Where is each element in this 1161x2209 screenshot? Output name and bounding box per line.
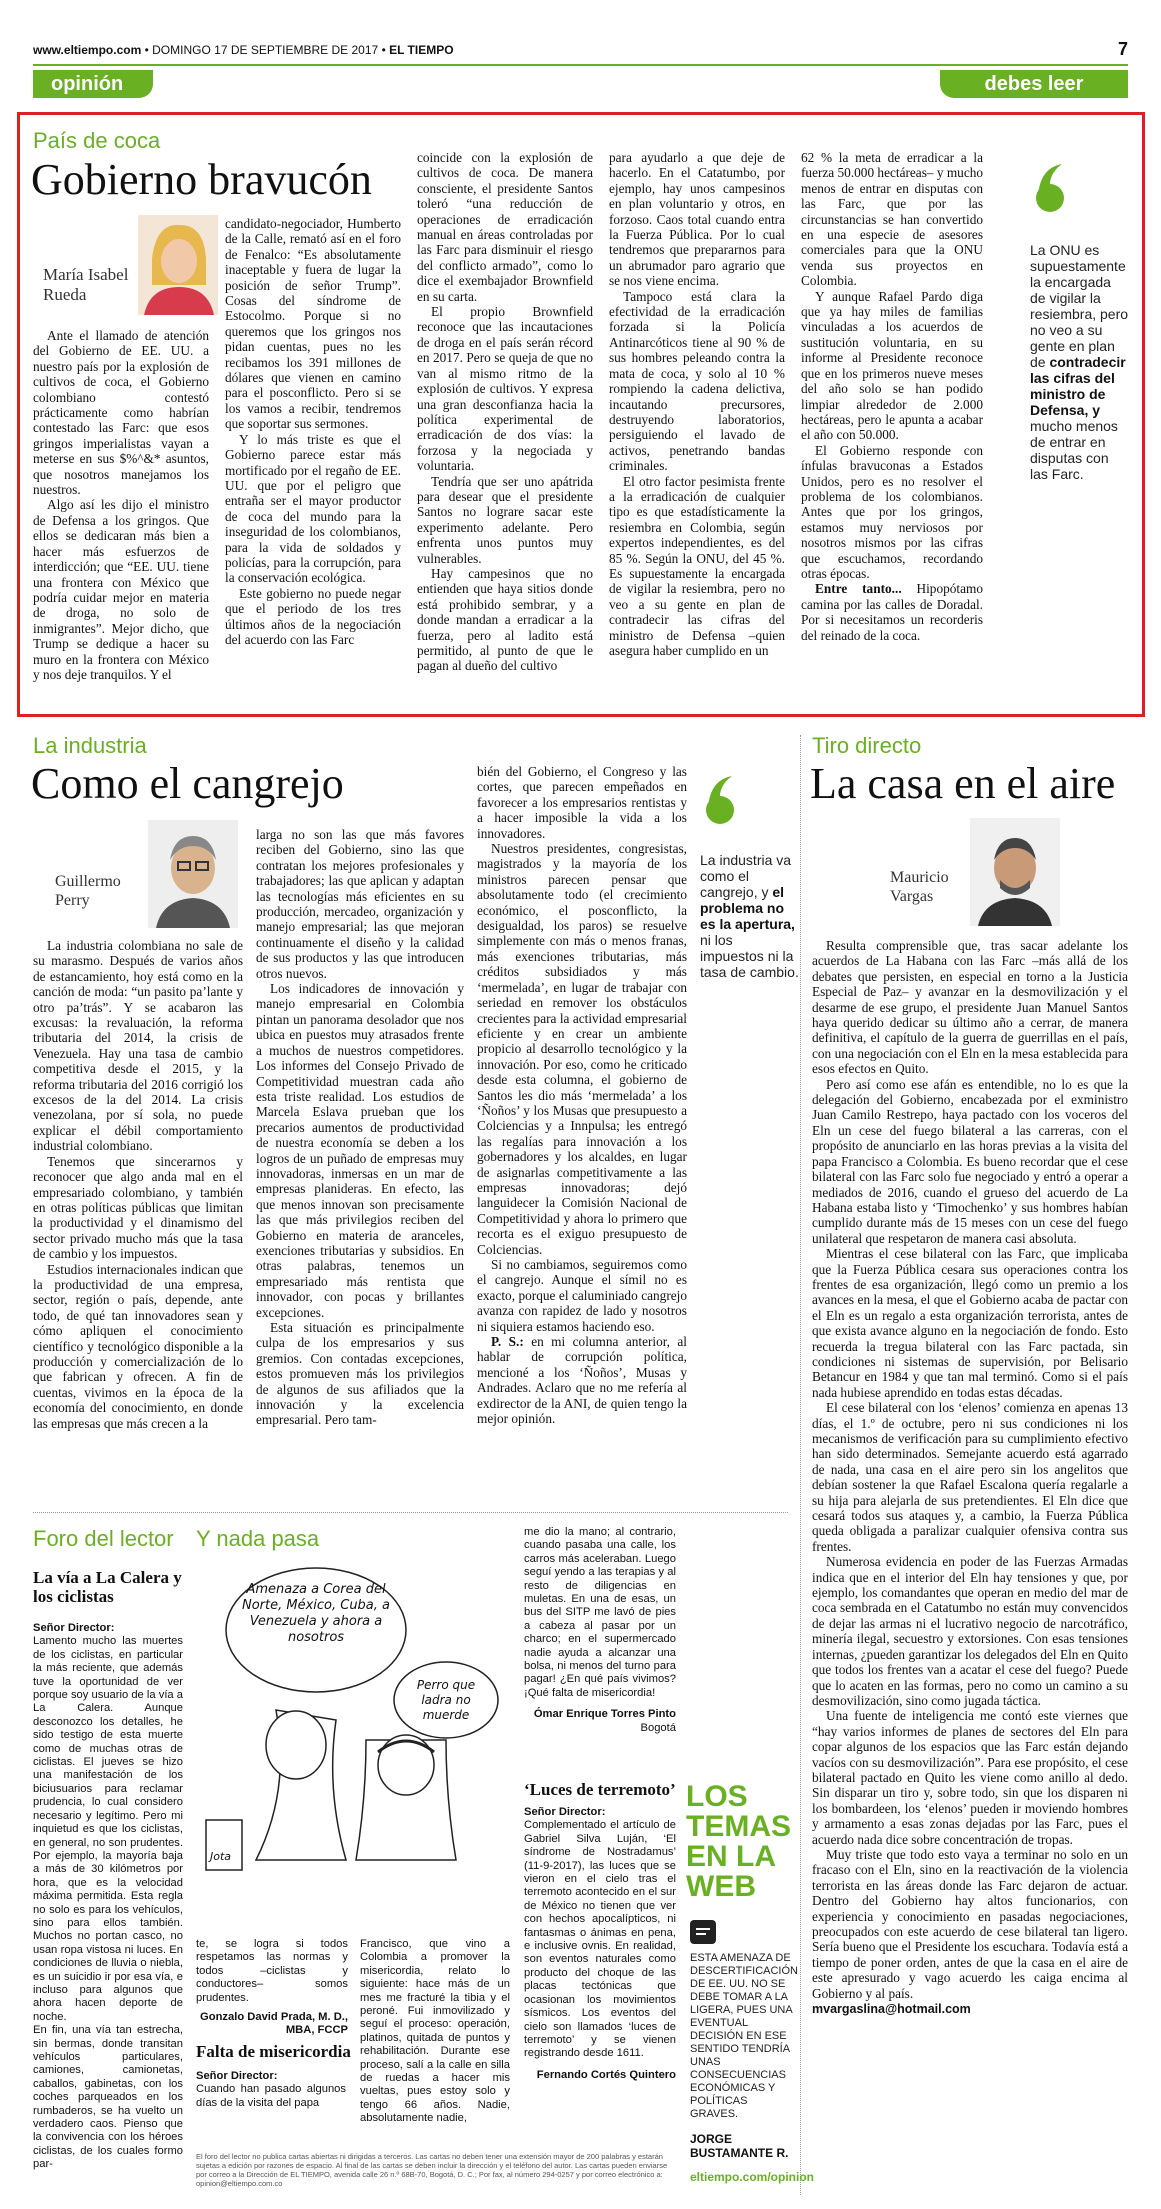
chat-icon: [690, 1920, 716, 1944]
cartoon-title: Y nada pasa: [196, 1526, 320, 1551]
article1-col1: Ante el llamado de atención del Gobierno de EE. UU. a nuestro país por la explosión de cultivos de coca, el Gobierno colombiano contestó prácticamente como habrían contestado las Farc: que esos gringos imperialistas vayan a meterse en sus $%^&* asuntos, que nosotros manejamos los nuestros. Algo así les dijo el ministro de Defensa a los gringos. Que ellos se dedicaran más bien a hacer más esfuerzos de interdicción; que “EE. UU. tiene una frontera con México que podría cuidar mejor en materia de droga, no solo de inmigrantes”. Mejor dicho, que Trump se dedique a hacer su muro en la frontera con México y nos deje tranquilos. Y el: [33, 328, 209, 682]
article1-title: Gobierno bravucón: [31, 155, 372, 204]
article1-pullquote: [1030, 160, 1130, 482]
foro-title: Foro del lector: [33, 1526, 174, 1551]
article3-body: Resulta comprensible que, tras sacar adelante los acuerdos de La Habana con las Farc –más allá de los debates que persisten, en especial en torno a la Justicia Especial de Paz– y avanzar en la desmovilización y el desarme de ese grupo, el presidente Juan Manuel Santos haya querido dedicar su último año a cerrar, de manera definitiva, el capítulo de la guerra de guerrillas en el país, con una negociación con el Eln en la mesa establecida para esos efectos en Quito. Pero así como ese afán es entendible, no lo es que la delegación del Gobierno, encabezada por el exministro Juan Camilo Restrepo, haya pactado con los voceros del Eln un cese del fuego bilateral a las carreras, con el propósito de anunciarlo en las horas previas a la visita del papa Francisco a Colombia. Es bueno recordar que el cese bilateral con las Farc solo fue negociado y entró a operar a mediados de 2016, cuando el grueso del acuerdo de La Habana estaba listo y ‘Timochenko’ y sus hombres habían cumplido durante más de 15 meses con un cese del fuego unilateral que respetaron de manera casi absoluta. Mientras el cese bilateral con las Farc, que implicaba que la Fuerza Pública cesara sus operaciones contra los frentes de esa organización, llegó como un premio a los avances en la mesa, el que el Gobierno acaba de pactar con el Eln es un regalo a esta organización terrorista, antes de que exista avance alguno en la negociación de fondo. Esto recuerda la tregua bilateral con las Farc pactada, sin condiciones ni sistemas de supervisión, por Belisario Betancur en 1984 y que tan mal terminó. Como si el país nada hubiese aprendido en todas estas décadas. El cese bilateral con los ‘elenos’ comienza en apenas 13 días, el 1.º de octubre, pero ni sus condiciones ni los mecanismos de verificación para su cumplimiento efectivo han sido determinados. Semejante acuerdo está agarrado de nada, una casa en el aire pero sin los angelitos que debían sostener la que Rafael Escalona quería regalarle a su hija para alejarla de sus pretendientes. El Eln dice que cesará todos sus ataques y, a cambio, la Fuerza Pública queda obligada a paralizar cualquier ofensiva contra sus frentes. Numerosa evidencia en poder de las Fuerzas Armadas indica que en el interior del Eln hay tensiones y que, por ejemplo, los comandantes que operan en medio del mar de coca sembrada en el Catatumbo no están muy convencidos de dejar las armas ni el lucrativo negocio de narcotráfico, minería ilegal, secuestro y extorsiones. Con esas tensiones internas, ¿pueden garantizar los delegados del Eln en Quito que todos los frentes van a acatar el cese del fuego? Puede que lo acaten en las formas, pero no como un camino a su desmovilización, sino como jugada táctica. Una fuente de inteligencia me contó este viernes que “hay varios informes de planes de sectores del Eln para copar algunos de los espacios que las Farc están dejando vacíos con su desmovilización”. Para ese propósito, el cese bilateral pactado en Quito les viene como anillo al dedo. Sin disparar un tiro y, sobre todo, sin que los disparen ni los bombardeen, los ‘elenos’ pueden ir moviendo hombres y armamento a esas zonas dejadas por las Farc, pues el acuerdo nada dice sobre concentración de tropas. Muy triste que todo esto vaya a terminar no solo en un fracaso con el Eln, sino en la reactivación de la violencia terrorista en las áreas donde las Farc dejaron de actuar. Dentro del Gobierno hay altos funcionarios, con experiencia y conocimiento en pasadas negociaciones, preocupados con este acuerdo de cese bilateral tan ligero. Sería bueno que el Presidente los escuchara. Todavía está a tiempo de poner orden, antes de que la casa en el aire de este apresurado y vago acuerdo les caiga encima al Gobierno y al país. mvargaslina@hotmail.com: [812, 938, 1128, 2017]
letter2-title: Falta de misericordia: [196, 2042, 351, 2061]
article2-title: Como el cangrejo: [31, 759, 344, 808]
author-name: Guillermo Perry: [55, 873, 121, 909]
debes-leer-tab[interactable]: [940, 70, 1128, 98]
page-header: www.eltiempo.com • DOMINGO 17 DE SEPTIEMBRE DE 2017 • EL TIEMPO 7: [33, 39, 1128, 59]
letter1-body: Señor Director: Lamento mucho las muertes de los ciclistas, en particular la más reciente, que además tuve la oportunidad de ver porque soy usuario de la vía a La Calera. Aunque desconozco los detalles, he sido testigo de esta muerte como de muchas otras de ciclistas. El jueves se hizo una manifestación de los biciusuarios para reclamar prudencia, lo cual considero necesario y legítimo. Pero mi inquietud es que los ciclistas, en general, no son prudentes. Por ejemplo, la mayoría baja a más de 30 kilómetros por hora, que es la velocidad máxima permitida. Esta regla no solo es para los vehículos, sino para ellos también. Muchos no portan casco, no usan ropa vistosa ni luces. En condiciones de lluvia o niebla, es un suicidio ir por esa vía, e incluso para algunos que ahora hacen deporte de noche. En fin, una vía tan estrecha, sin bermas, donde transitan vehículos particulares, camiones, camionetas, caballos, gabinetas, con los coches parqueados en los rumbaderos, se ha vuelto un verdadero caos. Pienso que la convivencia con los héroes ciclistas, de los cuales formo par-: [33, 1622, 183, 2171]
article1-col2: candidato-negociador, Humberto de la Calle, remató así en el foro de Fenalco: “Es absolutamente inaceptable y fuera de lugar la posición de señor Trump”. Cosas del síndrome de Estocolmo. Porque si no queremos que los gringos nos pidan cuentas, pues no les recibamos los 391 millones de dólares que vienen en camino para el posconflicto. Pero si se los vamos a recibir, tendremos que soportar sus sermones. Y lo más triste es que el Gobierno parece estar más mortificado por el regaño de EE. UU. que por el peligro que entraña ser el mayor productor de coca del mundo para la inseguridad de los colombianos, para la vida de soldados y policías, para la corrupción, para la conservación ecológica. Este gobierno no puede negar que el periodo de los tres últimos años de la negociación del acuerdo con las Farc: [225, 216, 401, 647]
cartoonist-signature: Jota: [210, 1850, 232, 1863]
quote-mark-icon: [1030, 160, 1070, 220]
article3-title: La casa en el aire: [810, 759, 1116, 808]
header-brand: EL TIEMPO: [389, 43, 454, 57]
pullquote-text: La ONU es supuestamente la encargada de vigilar la resiembra, pero no veo a su gente en plan de contradecir las cifras del ministro de Defensa, y mucho menos de entrar en disputas con las Farc.: [1030, 242, 1129, 482]
letter3-title: ‘Luces de terremoto’: [524, 1780, 676, 1799]
article1-kicker: País de coca: [33, 128, 161, 153]
temas-url[interactable]: eltiempo.com/opinion: [690, 2170, 815, 2184]
temas-text: ESTA AMENAZA DE DESCERTIFICACIÓN DE EE. UU. NO SE DEBE TOMAR A LA LIGERA, PUES UNA EVENTUAL DECISIÓN EN ESE SENTIDO TENDRÍA UNAS CONSECUENCIAS ECONÓMICAS Y POLÍTICAS GRAVES.: [690, 1952, 798, 2120]
article2-col2: larga no son las que más favores reciben del Gobierno, sino las que contratan los mejores profesionales y trabajadores; las que aplican y adaptan las tecnologías más eficientes en su producción, mercadeo, organización y manejo empresarial; las que mejoran continuamente el diseño y la calidad de sus productos y las que introducen otros nuevos. Los indicadores de innovación y manejo empresarial en Colombia pintan un panorama desolador que nos ubica en puestos muy atrasados frente a muchos de nuestros competidores. Los informes del Consejo Privado de Competitividad muestran cada año esta triste realidad. Los estudios de Marcela Eslava prueban que los precarios aumentos de productividad de nuestra economía se deben a los logros de un puñado de empresas muy innovadoras, inmersas en un mar de empresas planideras. En efecto, las que menos innovan son precisamente las que más privilegios reciben del Gobierno en materia de aranceles, exenciones tributarias y subsidios. En otras palabras, tenemos un empresariado más rentista que innovador, con pocas y brillantes excepciones. Esta situación es principalmente culpa de los empresarios y sus gremios. Con contadas excepciones, estos promueven más los privilegios de algunos de sus afiliados que la innovación y la excelencia empresarial. Pero tam-: [256, 827, 464, 1428]
letter1-title: La vía a La Calera y los ciclistas: [33, 1568, 182, 1606]
site-url[interactable]: www.eltiempo.com: [33, 43, 142, 57]
article2-kicker: La industria: [33, 733, 147, 758]
page-number: 7: [1117, 39, 1128, 59]
temas-title: LOS TEMAS EN LA WEB: [686, 1780, 791, 1903]
article2-author-box: [33, 820, 243, 930]
article1-col5: 62 % la meta de erradicar a la fuerza 50.000 hectáreas– y mucho menos de entrar en disputas con las Farc, que por las circunstancias se han convertido en una especie de asesores comerciales para que la ONU venda sus proyectos en Colombia. Y aunque Rafael Pardo diga que ya hay miles de familias vinculadas a los acuerdos de sustitución voluntaria, en su informe al Presidente reconoce que en los primeros nueve meses del año solo se han podido limpiar alrededor de 2.000 hectáreas, pero le apunta a acabar el año con 50.000. El Gobierno responde con ínfulas bravuconas a Estados Unidos, pero es no resolver el problema de los colombianos. Antes que por los gringos, estamos muy nerviosos por nosotros mismos por las cifras que escuchamos, recordando otras épocas. Entre tanto... Hipopótamo camina por las calles de Doradal. Por si necesitamos un recorderis del reinado de la coca.: [801, 150, 984, 643]
author-name: María Isabel Rueda: [43, 265, 129, 304]
article2-col1: La industria colombiana no sale de su marasmo. Después de varios años de estancamiento, hoy está como en la canción de moda: “un pasito pa’lante y otro pa’trás”. Y se acabaron las excusas: la revaluación, la reforma tributaria del 2014, la crisis de Venezuela. Hay una tasa de cambio competitiva desde el 2015, y la reforma tributaria del 2016 corrigió los excesos de la del 2014. La crisis venezolana, por sí sola, no puede explicar el débil comportamiento industrial colombiano. Tenemos que sincerarnos y reconocer que algo anda mal en el empresariado colombiano, y también en otras políticas públicas que limitan la productividad y el dinamismo del sector privado mucho más que la tasa de cambio y los impuestos. Estudios internacionales indican que la productividad de una empresa, sector, región o país, depende, ante todo, de qué tan innovadores sean y cómo apliquen el conocimiento científico y tecnológico disponible a la producción y comercialización de lo que fabrican y ofrecen. A fin de cuentas, vivimos en la época de la economía del conocimiento, en donde las empresas que más crecen a la: [33, 938, 243, 1431]
speech-bubble-1: Amenaza a Corea del Norte, México, Cuba, a Venezuela y ahora a nosotros: [241, 1582, 391, 1645]
letter2-col2: Francisco, que vino a Colombia a promover la misericordia, relato lo siguiente: hace más de un mes me fracturé la tibia y el peroné. Fui inmovilizado y seguí el proceso: operación, platinos, quitada de puntos y rehabilitación. Durante ese proceso, salí a la calle en silla de ruedas a hacer mis vueltas, pues estoy solo y tengo 66 años. Nadie, absolutamente nadie,: [360, 1938, 510, 2125]
debes-leer-label: debes leer: [984, 73, 1084, 95]
pullquote-text: La industria va como el cangrejo, y el problema no es la apertura, ni los impuestos ni la tasa de cambio.: [700, 852, 799, 980]
author-photo: [138, 215, 218, 315]
author-photo: [970, 818, 1060, 926]
header-date: DOMINGO 17 DE SEPTIEMBRE DE 2017: [152, 43, 379, 57]
article1-author-box: [33, 215, 213, 315]
column-divider: [800, 735, 802, 2195]
temas-author: JORGE BUSTAMANTE R.: [690, 2132, 789, 2160]
quote-mark-icon: [700, 772, 740, 832]
author-name: Mauricio Vargas: [890, 869, 949, 905]
speech-bubble-2: Perro que ladra no muerde: [416, 1678, 476, 1722]
article2-pullquote: [700, 772, 800, 980]
section-label: opinión: [51, 73, 124, 95]
letter2-col3: me dio la mano; al contrario, cuando pasaba una calle, los carros más aceleraban. Luego seguí yendo a las terapias y al resto de diligencias en muletas. En una de esas, un bus del SITP me lavó de pies a cabeza al pasar por un charco; en el supermercado nadie ayuda a alcanzar una bolsa, ni menos del turno para pagar! ¿En qué país vivimos? ¡Qué falta de misericordia! Ómar Enrique Torres Pinto Bogotá: [524, 1526, 676, 1734]
article1-col3: coincide con la explosión de cultivos de coca. De manera consciente, el presidente Santos toleró “una reducción de operaciones de erradicación manual en áreas controladas por las Farc para disminuir el riesgo del conflicto armado”, como lo dice el exembajador Brownfield en su carta. El propio Brownfield reconoce que las incautaciones de droga en el país serán récord en 2017. Pero se queja de que no van al mismo ritmo de la explosión de cultivos. Y expresa una gran desconfianza hacia la política experimental de erradicación de dos vías: la forzosa y la negociada y voluntaria. Tendría que ser uno apátrida para desear que el presidente Santos no lograre sacar este experimento adelante. Pero enfrenta unos puntos muy vulnerables. Hay campesinos que no entienden que haya sitios donde está prohibido sembrar, y a donde mandan a erradicar a la fuerza, pero al ladito está permitido, al punto de que le pagan al dueño del cultivo: [417, 150, 593, 674]
article3-kicker: Tiro directo: [812, 733, 922, 758]
letter1-continuation: te, se logra si todos respetamos las normas y todos –ciclistas y conductores– somos prudentes. Gonzalo David Prada, M. D., MBA, FCCP: [196, 1938, 348, 2037]
foro-footer-note: El foro del lector no publica cartas abiertas ni dirigidas a terceros. Las cartas no deben tener una extensión mayor de 200 palabras y estarán sujetas a edición por razones de espacio. Al final de las cartas se deben incluir la dirección y el teléfono del autor. Las cartas pueden enviarse por correo a la Dirección de EL TIEMPO, avenida calle 26 n.º 68B-70, Bogotá, D. C.; Por fax, al número 294-0257 y por correo electrónico a: opinion@eltiempo.com.co: [196, 2152, 668, 2188]
entre-tanto-label: Entre tanto...: [815, 581, 902, 597]
article2-col3: bién del Gobierno, el Congreso y las cortes, que parecen empeñados en favorecer a los empresarios rentistas y a hacer imposible la vida a los innovadores. Nuestros presidentes, congresistas, magistrados y la mayoría de los ministros parecen pensar que absolutamente todo (el crecimiento económico, el posconflicto, la desigualdad, los paros) se resuelve simplemente con más o menos franas, más exenciones tributarias, más créditos subsidiados y más ‘mermelada’, en lugar de trabajar con seriedad en remover los obstáculos crecientes para la actividad empresarial eficiente y en crear un ambiente propicio al desarrollo tecnológico y la innovación. Por eso, como he criticado desde esta columna, el gobierno de Santos les dio más ‘mermelada’ a los ‘Ñoños’ y los Musas que presupuesto a Colciencias y a Innpulsa; les entregó las regalías para innovación a los gobernadores y los alcaldes, en lugar de asignarlas competitivamente a las empresas innovadoras; dejó languidecer la Comisión Nacional de Competitividad y ahora lo primero que recorta es el exiguo presupuesto de Colciencias. Si no cambiamos, seguiremos como el cangrejo. Aunque el símil no es exacto, porque el caluminiado cangrejo avanza con rapidez de lado y nosotros ni siquiera estamos haciendo eso. P. S.: en mi columna anterior, al hablar de corrupción política, mencioné a los ‘Ñoños’, Musas y Andrades. Aclaro que no me refería al exdirector de la ANI, de quien tengo la mejor opinión.: [477, 764, 687, 1427]
letter2-body: Señor Director: Cuando han pasado algunos días de la visita del papa: [196, 2070, 346, 2109]
cartoon: [196, 1560, 516, 1910]
header-rule: [33, 64, 1128, 66]
letter3-body: Señor Director: Complementado el artículo de Gabriel Silva Luján, ‘El síndrome de Nostradamus’ (11-9-2017), las luces que se vieron en el cielo tras el terremoto acontecido en el sur de México no tienen que ver con hechos apocalípticos, ni fantasmas o ánimas en pena, e inclusive ovnis. En realidad, son eventos naturales como producto del choque de las placas tectónicas que ocasionan los movimientos sísmicos. Los eventos del cielo son llamados ‘luces de terremoto’ y se vienen registrando desde 1611. Fernando Cortés Quintero: [524, 1806, 676, 2081]
section-separator: [33, 1512, 788, 1513]
article1-col4: para ayudarlo a que deje de hacerlo. En el Catatumbo, por ejemplo, hay unos campesinos en plan voluntario y otros, en forzoso. Caos total cuando entra la Fuerza Pública. Por lo cual tendremos que prepararnos para un abrumador paro agrario que se nos viene encima. Tampoco está clara la efectividad de la erradicación forzada si la Policía Antinarcóticos tiene al 90 % de sus hombres peleando contra la mata de coca, y solo al 10 % rompiendo la cadena delictiva, incautando precursores, destruyendo laboratorios, persiguiendo el lavado de activos, penetrando bandas criminales. El otro factor pesimista frente a la erradicación de cualquier tipo es que estadísticamente la resiembra en Colombia, según expertos independientes, es del 85 %. Según la ONU, del 45 %. Es supuestamente la encargada de vigilar la resiembra, pero no veo a su gente en plan de contradecir las cifras del ministro de Defensa –quien asegura haber cumplido en un: [609, 150, 785, 658]
author-photo: [148, 820, 238, 928]
author-email[interactable]: mvargaslina@hotmail.com: [812, 2002, 971, 2017]
article3-author-box: [860, 818, 1060, 926]
section-tab-opinion: [33, 70, 153, 98]
